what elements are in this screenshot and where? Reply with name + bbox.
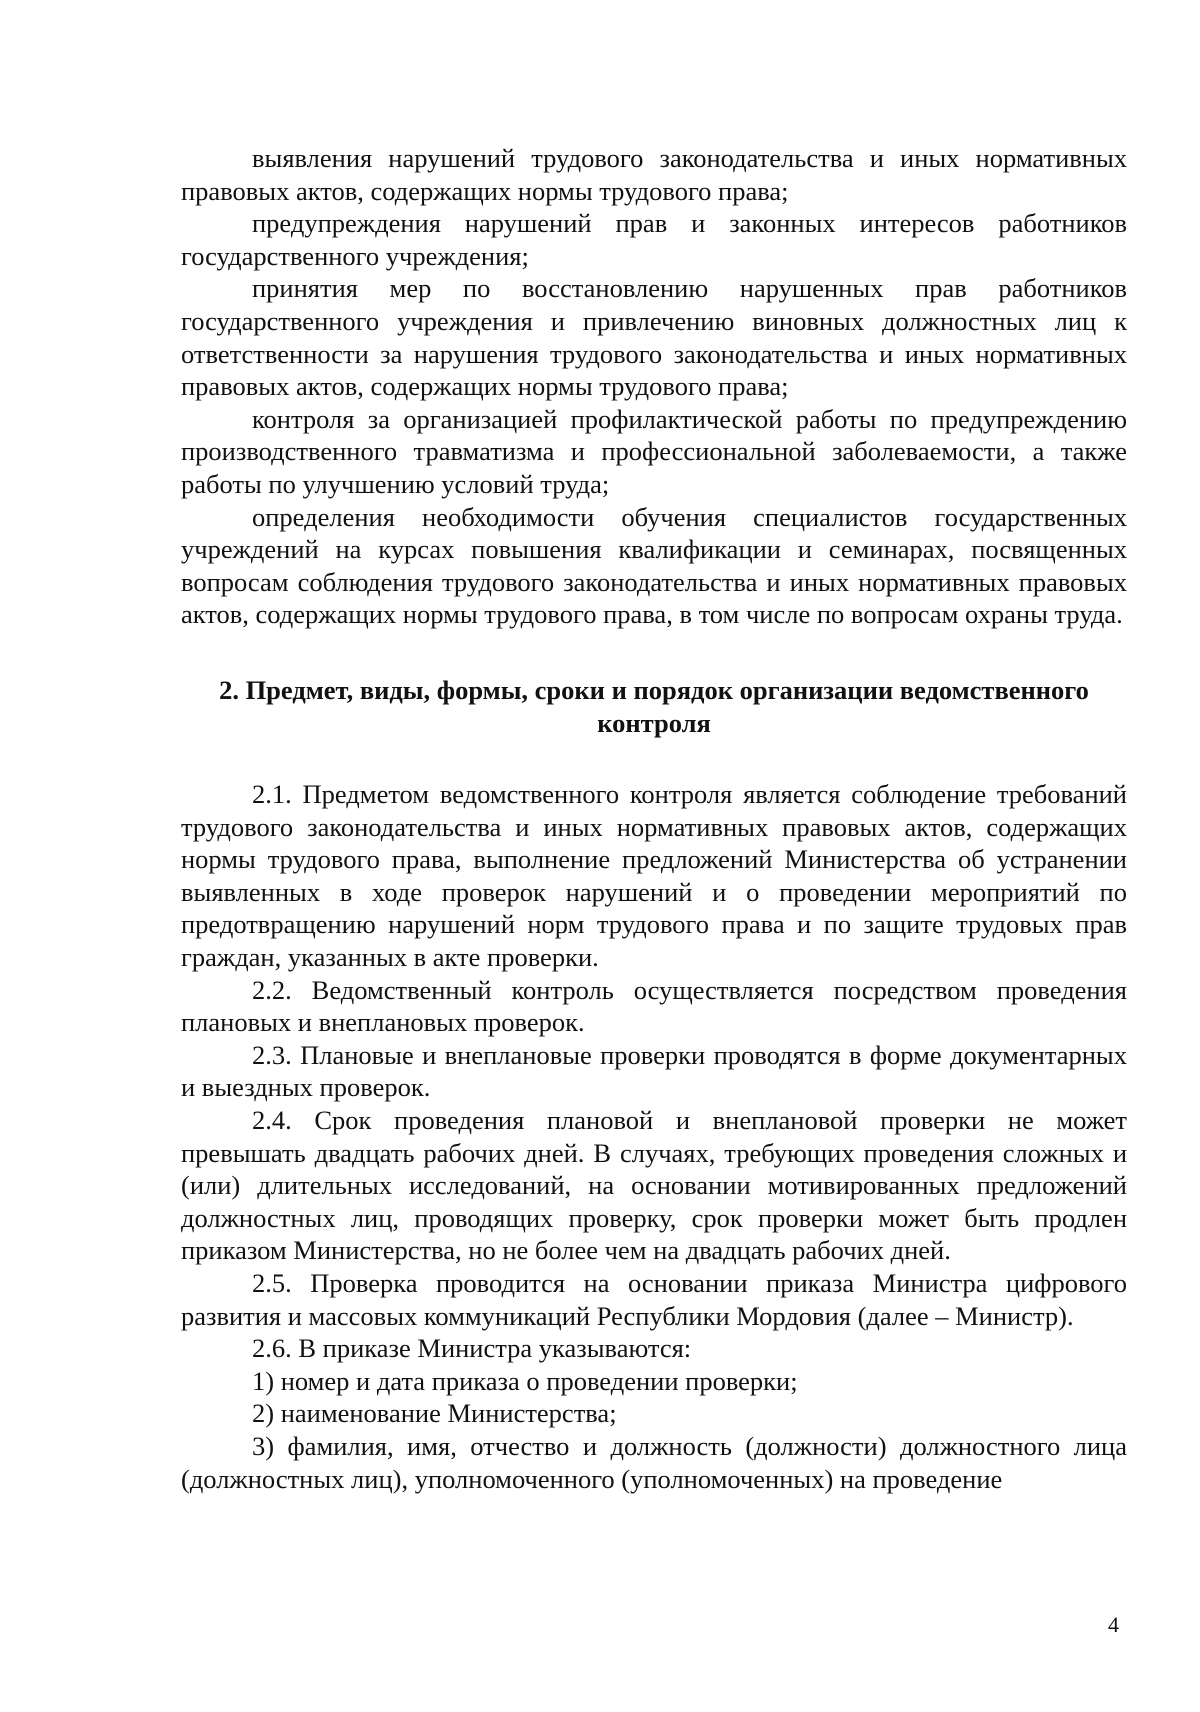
paragraph-prevention-control: контроля за организацией профилактической работы по предупреждению производственного травматизма и профессиональной заболеваемости, а также работы по улучшению условий труда; bbox=[181, 403, 1127, 499]
section-heading: 2. Предмет, виды, формы, сроки и порядок организации ведомственного контроля bbox=[219, 674, 1089, 738]
paragraph-2-4: 2.4. Срок проведения плановой и внеплановой проверки не может превышать двадцать рабочих дней. В случаях, требующих проведения сложных и (или) длительных исследований, на основании мотивированных предложений должностных лиц, проводящих проверку, срок проверки может быть продлен приказом Министерства, но не более чем на двадцать рабочих дней. bbox=[181, 1105, 1127, 1266]
paragraph-2-5: 2.5. Проверка проводится на основании приказа Министра цифрового развития и массовых коммуникаций Республики Мордовия (далее – Министр). bbox=[181, 1268, 1127, 1331]
paragraph-violations-detection: выявления нарушений трудового законодательства и иных нормативных правовых актов, содержащих нормы трудового права; bbox=[181, 143, 1127, 206]
paragraph-2-1: 2.1. Предметом ведомственного контроля является соблюдение требований трудового законодательства и иных нормативных правовых актов, содержащих нормы трудового права, выполнение предложений Министерства об устранении выявленных в ходе проверок нарушений и о проведении мероприятий по предотвращению нарушений норм трудового права и по защите трудовых прав граждан, указанных в акте проверки. bbox=[181, 779, 1127, 973]
paragraph-training-needs: определения необходимости обучения специалистов государственных учреждений на курсах повышения квалификации и семинарах, посвященных вопросам соблюдения трудового законодательства и иных нормативных правовых актов, содержащих нормы трудового права, в том числе по вопросам охраны труда. bbox=[181, 501, 1127, 630]
paragraph-2-6: 2.6. В приказе Министра указываются: bbox=[252, 1333, 692, 1364]
document-body bbox=[181, 142, 1127, 1495]
list-item-1: 1) номер и дата приказа о проведении проверки; bbox=[252, 1365, 798, 1396]
list-item-2: 2) наименование Министерства; bbox=[252, 1398, 617, 1429]
page-number: 4 bbox=[1108, 1612, 1119, 1637]
paragraph-2-2: 2.2. Ведомственный контроль осуществляется посредством проведения плановых и внеплановых проверок. bbox=[181, 974, 1127, 1038]
paragraph-rights-restoration: принятия мер по восстановлению нарушенных прав работников государственного учреждения и привлечению виновных должностных лиц к ответственности за нарушения трудового законодательства и иных нормативных правовых актов, содержащих нормы трудового права; bbox=[181, 273, 1127, 402]
list-item-3: 3) фамилия, имя, отчество и должность (должности) должностного лица (должностных лиц), уполномоченного (уполномоченных) на проведение bbox=[181, 1430, 1127, 1494]
paragraph-violations-prevention: предупреждения нарушений прав и законных интересов работников государственного учреждения; bbox=[181, 208, 1127, 271]
paragraph-2-3: 2.3. Плановые и внеплановые проверки проводятся в форме документарных и выездных проверок. bbox=[181, 1039, 1127, 1103]
